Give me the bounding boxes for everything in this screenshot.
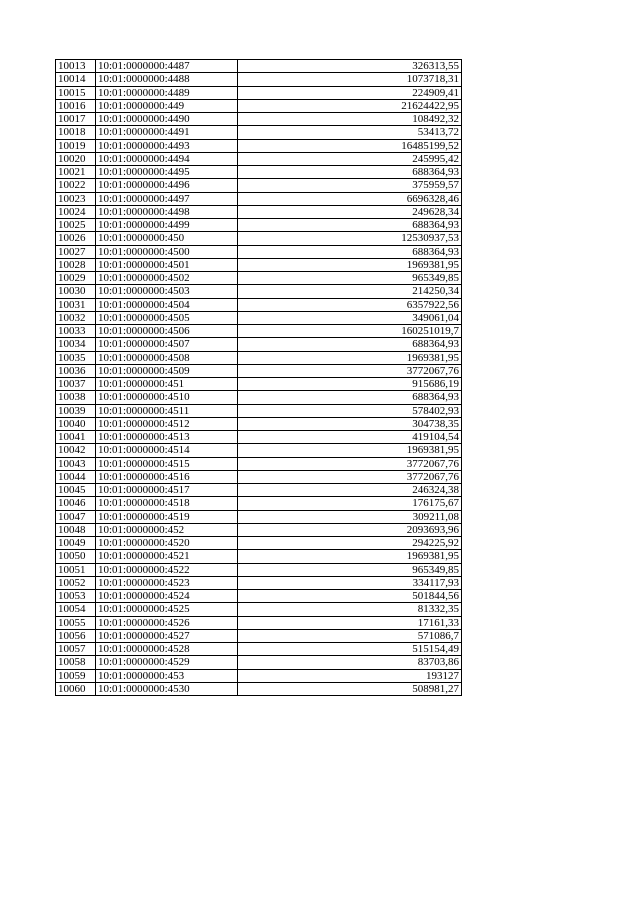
cadastral-number-cell: 10:01:0000000:4494	[96, 152, 238, 165]
value-cell: 688364,93	[238, 166, 462, 179]
cadastral-number-cell: 10:01:0000000:4501	[96, 258, 238, 271]
table-row	[56, 298, 462, 311]
row-number-cell: 10018	[56, 126, 96, 139]
value-cell: 294225,92	[238, 537, 462, 550]
table-row	[56, 470, 462, 483]
row-number-cell: 10054	[56, 603, 96, 616]
value-cell: 1969381,95	[238, 258, 462, 271]
value-cell: 246324,38	[238, 484, 462, 497]
row-number-cell: 10035	[56, 351, 96, 364]
value-cell: 375959,57	[238, 179, 462, 192]
cadastral-number-cell: 10:01:0000000:451	[96, 378, 238, 391]
row-number-cell: 10037	[56, 378, 96, 391]
cadastral-number-cell: 10:01:0000000:4512	[96, 417, 238, 430]
table-row	[56, 656, 462, 669]
row-number-cell: 10022	[56, 179, 96, 192]
cadastral-number-cell: 10:01:0000000:4520	[96, 537, 238, 550]
table-row	[56, 550, 462, 563]
table-row	[56, 431, 462, 444]
table-row	[56, 351, 462, 364]
cadastral-number-cell: 10:01:0000000:4518	[96, 497, 238, 510]
cadastral-number-cell: 10:01:0000000:4529	[96, 656, 238, 669]
row-number-cell: 10044	[56, 470, 96, 483]
row-number-cell: 10023	[56, 192, 96, 205]
table-row	[56, 616, 462, 629]
table-row	[56, 113, 462, 126]
cadastral-number-cell: 10:01:0000000:4519	[96, 510, 238, 523]
cadastral-number-cell: 10:01:0000000:4491	[96, 126, 238, 139]
value-cell: 515154,49	[238, 643, 462, 656]
value-cell: 915686,19	[238, 378, 462, 391]
table-row	[56, 444, 462, 457]
table-row	[56, 166, 462, 179]
table-row	[56, 643, 462, 656]
value-cell: 349061,04	[238, 311, 462, 324]
value-cell: 6696328,46	[238, 192, 462, 205]
cadastral-number-cell: 10:01:0000000:4506	[96, 325, 238, 338]
table-row	[56, 497, 462, 510]
table-row	[56, 73, 462, 86]
row-number-cell: 10028	[56, 258, 96, 271]
cadastral-number-cell: 10:01:0000000:4515	[96, 457, 238, 470]
cadastral-number-cell: 10:01:0000000:4505	[96, 311, 238, 324]
row-number-cell: 10055	[56, 616, 96, 629]
table-row	[56, 576, 462, 589]
table-row	[56, 86, 462, 99]
value-cell: 304738,35	[238, 417, 462, 430]
value-cell: 419104,54	[238, 431, 462, 444]
value-cell: 965349,85	[238, 563, 462, 576]
table-row	[56, 325, 462, 338]
table-row	[56, 523, 462, 536]
row-number-cell: 10040	[56, 417, 96, 430]
value-cell: 1969381,95	[238, 351, 462, 364]
cadastral-number-cell: 10:01:0000000:4523	[96, 576, 238, 589]
table-row	[56, 484, 462, 497]
value-cell: 249628,34	[238, 205, 462, 218]
row-number-cell: 10056	[56, 629, 96, 642]
row-number-cell: 10041	[56, 431, 96, 444]
row-number-cell: 10027	[56, 245, 96, 258]
cadastral-number-cell: 10:01:0000000:4495	[96, 166, 238, 179]
table-row	[56, 364, 462, 377]
cadastral-number-cell: 10:01:0000000:4502	[96, 272, 238, 285]
value-cell: 309211,08	[238, 510, 462, 523]
row-number-cell: 10015	[56, 86, 96, 99]
table-row	[56, 537, 462, 550]
cadastral-number-cell: 10:01:0000000:4510	[96, 391, 238, 404]
table-row	[56, 232, 462, 245]
value-cell: 214250,34	[238, 285, 462, 298]
cadastral-number-cell: 10:01:0000000:4517	[96, 484, 238, 497]
cadastral-number-cell: 10:01:0000000:4526	[96, 616, 238, 629]
cadastral-number-cell: 10:01:0000000:452	[96, 523, 238, 536]
table-row	[56, 311, 462, 324]
table-row	[56, 152, 462, 165]
table-row	[56, 682, 462, 695]
row-number-cell: 10053	[56, 590, 96, 603]
cadastral-number-cell: 10:01:0000000:453	[96, 669, 238, 682]
table-row	[56, 139, 462, 152]
cadastral-number-cell: 10:01:0000000:4528	[96, 643, 238, 656]
row-number-cell: 10059	[56, 669, 96, 682]
cadastral-number-cell: 10:01:0000000:4490	[96, 113, 238, 126]
cadastral-number-cell: 10:01:0000000:450	[96, 232, 238, 245]
value-cell: 3772067,76	[238, 364, 462, 377]
value-cell: 501844,56	[238, 590, 462, 603]
cadastral-number-cell: 10:01:0000000:4493	[96, 139, 238, 152]
cadastral-number-cell: 10:01:0000000:4488	[96, 73, 238, 86]
value-cell: 245995,42	[238, 152, 462, 165]
row-number-cell: 10021	[56, 166, 96, 179]
table-row	[56, 417, 462, 430]
value-cell: 224909,41	[238, 86, 462, 99]
cadastral-number-cell: 10:01:0000000:4530	[96, 682, 238, 695]
value-cell: 1073718,31	[238, 73, 462, 86]
row-number-cell: 10051	[56, 563, 96, 576]
table-row	[56, 457, 462, 470]
row-number-cell: 10029	[56, 272, 96, 285]
cadastral-number-cell: 10:01:0000000:4522	[96, 563, 238, 576]
value-cell: 334117,93	[238, 576, 462, 589]
cadastral-number-cell: 10:01:0000000:4514	[96, 444, 238, 457]
data-sheet	[55, 59, 462, 696]
value-cell: 326313,55	[238, 60, 462, 73]
table-row	[56, 285, 462, 298]
value-cell: 2093693,96	[238, 523, 462, 536]
cadastral-number-cell: 10:01:0000000:4498	[96, 205, 238, 218]
value-cell: 160251019,7	[238, 325, 462, 338]
value-cell: 176175,67	[238, 497, 462, 510]
value-cell: 688364,93	[238, 338, 462, 351]
row-number-cell: 10014	[56, 73, 96, 86]
table-row	[56, 669, 462, 682]
table-row	[56, 378, 462, 391]
value-cell: 6357922,56	[238, 298, 462, 311]
cadastral-number-cell: 10:01:0000000:4516	[96, 470, 238, 483]
cadastral-number-cell: 10:01:0000000:4499	[96, 219, 238, 232]
row-number-cell: 10024	[56, 205, 96, 218]
value-cell: 3772067,76	[238, 457, 462, 470]
table-row	[56, 563, 462, 576]
value-cell: 53413,72	[238, 126, 462, 139]
cadastral-number-cell: 10:01:0000000:4503	[96, 285, 238, 298]
table-row	[56, 272, 462, 285]
row-number-cell: 10032	[56, 311, 96, 324]
value-cell: 16485199,52	[238, 139, 462, 152]
cadastral-number-cell: 10:01:0000000:4511	[96, 404, 238, 417]
value-cell: 578402,93	[238, 404, 462, 417]
value-cell: 688364,93	[238, 245, 462, 258]
cadastral-number-cell: 10:01:0000000:4527	[96, 629, 238, 642]
value-cell: 508981,27	[238, 682, 462, 695]
table-row	[56, 338, 462, 351]
cadastral-number-cell: 10:01:0000000:4509	[96, 364, 238, 377]
row-number-cell: 10034	[56, 338, 96, 351]
row-number-cell: 10045	[56, 484, 96, 497]
table-row	[56, 590, 462, 603]
table-row	[56, 603, 462, 616]
row-number-cell: 10030	[56, 285, 96, 298]
table-row	[56, 258, 462, 271]
cadastral-number-cell: 10:01:0000000:4489	[96, 86, 238, 99]
cadastral-value-table	[55, 59, 462, 696]
cadastral-number-cell: 10:01:0000000:4500	[96, 245, 238, 258]
row-number-cell: 10033	[56, 325, 96, 338]
row-number-cell: 10057	[56, 643, 96, 656]
table-row	[56, 179, 462, 192]
row-number-cell: 10052	[56, 576, 96, 589]
value-cell: 83703,86	[238, 656, 462, 669]
row-number-cell: 10046	[56, 497, 96, 510]
table-row	[56, 126, 462, 139]
table-row	[56, 391, 462, 404]
table-row	[56, 60, 462, 73]
row-number-cell: 10039	[56, 404, 96, 417]
cadastral-number-cell: 10:01:0000000:4513	[96, 431, 238, 444]
row-number-cell: 10031	[56, 298, 96, 311]
row-number-cell: 10049	[56, 537, 96, 550]
cadastral-number-cell: 10:01:0000000:4507	[96, 338, 238, 351]
cadastral-number-cell: 10:01:0000000:449	[96, 99, 238, 112]
row-number-cell: 10019	[56, 139, 96, 152]
row-number-cell: 10025	[56, 219, 96, 232]
row-number-cell: 10016	[56, 99, 96, 112]
value-cell: 12530937,53	[238, 232, 462, 245]
row-number-cell: 10017	[56, 113, 96, 126]
cadastral-number-cell: 10:01:0000000:4497	[96, 192, 238, 205]
row-number-cell: 10013	[56, 60, 96, 73]
table-row	[56, 629, 462, 642]
row-number-cell: 10026	[56, 232, 96, 245]
row-number-cell: 10020	[56, 152, 96, 165]
row-number-cell: 10060	[56, 682, 96, 695]
table-row	[56, 245, 462, 258]
value-cell: 688364,93	[238, 219, 462, 232]
value-cell: 193127	[238, 669, 462, 682]
row-number-cell: 10042	[56, 444, 96, 457]
row-number-cell: 10047	[56, 510, 96, 523]
row-number-cell: 10048	[56, 523, 96, 536]
table-row	[56, 99, 462, 112]
value-cell: 21624422,95	[238, 99, 462, 112]
row-number-cell: 10036	[56, 364, 96, 377]
value-cell: 965349,85	[238, 272, 462, 285]
table-row	[56, 404, 462, 417]
cadastral-number-cell: 10:01:0000000:4521	[96, 550, 238, 563]
table-row	[56, 205, 462, 218]
value-cell: 571086,7	[238, 629, 462, 642]
table-row	[56, 510, 462, 523]
value-cell: 3772067,76	[238, 470, 462, 483]
row-number-cell: 10050	[56, 550, 96, 563]
value-cell: 688364,93	[238, 391, 462, 404]
value-cell: 17161,33	[238, 616, 462, 629]
cadastral-number-cell: 10:01:0000000:4504	[96, 298, 238, 311]
cadastral-number-cell: 10:01:0000000:4524	[96, 590, 238, 603]
row-number-cell: 10038	[56, 391, 96, 404]
table-row	[56, 192, 462, 205]
row-number-cell: 10043	[56, 457, 96, 470]
cadastral-number-cell: 10:01:0000000:4525	[96, 603, 238, 616]
value-cell: 1969381,95	[238, 444, 462, 457]
row-number-cell: 10058	[56, 656, 96, 669]
value-cell: 81332,35	[238, 603, 462, 616]
cadastral-number-cell: 10:01:0000000:4496	[96, 179, 238, 192]
table-body	[56, 60, 462, 696]
cadastral-number-cell: 10:01:0000000:4487	[96, 60, 238, 73]
table-row	[56, 219, 462, 232]
value-cell: 108492,32	[238, 113, 462, 126]
value-cell: 1969381,95	[238, 550, 462, 563]
cadastral-number-cell: 10:01:0000000:4508	[96, 351, 238, 364]
